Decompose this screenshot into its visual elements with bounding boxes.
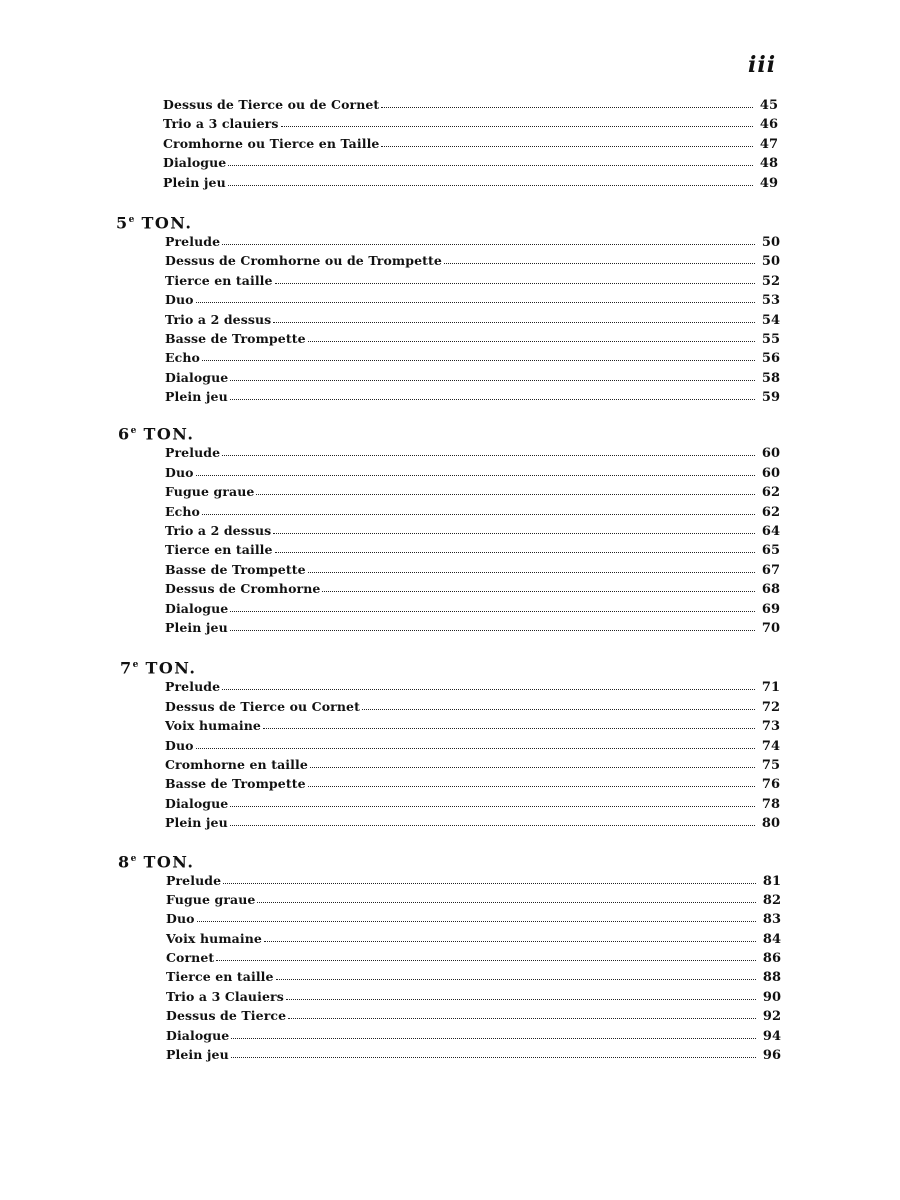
toc-entry[interactable] [163, 95, 778, 114]
page-number: iii [748, 52, 777, 78]
toc-entry[interactable] [165, 271, 780, 290]
entry-page: 62 [761, 504, 780, 520]
dot-leader [322, 590, 755, 592]
entry-title: Trio a 3 clauiers [163, 116, 279, 132]
entry-page: 84 [762, 931, 781, 947]
heading-ordinal: e [130, 853, 137, 864]
toc-entry[interactable] [165, 774, 780, 793]
toc-entry[interactable] [165, 755, 780, 774]
entry-page: 59 [761, 390, 780, 406]
entry-page: 80 [761, 816, 780, 832]
toc-entry[interactable] [165, 443, 780, 462]
toc-entry[interactable] [165, 736, 780, 755]
heading-ordinal: e [132, 660, 139, 671]
dot-leader [275, 551, 755, 553]
toc-entry[interactable] [165, 599, 780, 618]
entry-title: Dessus de Tierce [166, 1008, 287, 1024]
toc-entry[interactable] [165, 560, 780, 579]
entry-title: Cromhorne ou Tierce en Taille [163, 135, 380, 151]
dot-leader [216, 959, 756, 961]
toc-entry[interactable] [165, 540, 780, 559]
dot-leader [308, 340, 755, 342]
entry-page: 62 [761, 485, 780, 501]
dot-leader [264, 940, 756, 942]
entry-title: Fugue graue [165, 484, 255, 500]
dot-leader [308, 571, 755, 573]
dot-leader [281, 125, 754, 127]
toc-entry[interactable] [165, 813, 780, 832]
dot-leader [222, 688, 755, 690]
entry-title: Dessus de Cromhorne ou de Trompette [165, 253, 442, 269]
entry-title: Tierce en taille [166, 969, 274, 985]
entry-page: 72 [761, 699, 780, 715]
dot-leader [257, 901, 756, 903]
entry-page: 74 [761, 738, 780, 754]
dot-leader [222, 243, 755, 245]
toc-entry[interactable] [166, 929, 781, 948]
entry-page: 45 [759, 98, 778, 113]
section-heading [118, 420, 900, 442]
toc-entry[interactable] [166, 909, 781, 928]
dot-leader [222, 454, 755, 456]
toc-entry[interactable] [165, 502, 780, 521]
entry-title: Duo [165, 464, 194, 480]
entry-page: 96 [762, 1048, 781, 1064]
dot-leader [202, 513, 755, 515]
entry-title: Fugue graue [166, 891, 256, 907]
entry-page: 75 [761, 757, 780, 773]
dot-leader [310, 766, 755, 768]
toc-entry[interactable] [165, 329, 780, 348]
dot-leader [444, 262, 755, 264]
entry-page: 86 [762, 951, 781, 967]
toc-entry[interactable] [165, 618, 780, 637]
entry-page: 46 [759, 117, 778, 133]
entry-page: 88 [762, 970, 781, 986]
toc-entry[interactable] [165, 251, 780, 270]
heading-number: 7 [120, 658, 133, 678]
toc-entry[interactable] [166, 987, 781, 1006]
dot-leader [230, 629, 755, 631]
toc-entry[interactable] [165, 387, 780, 406]
dot-leader [381, 145, 753, 147]
entry-title: Voix humaine [166, 930, 262, 946]
toc-entry[interactable] [165, 348, 780, 367]
toc-entry[interactable] [165, 716, 780, 735]
dot-leader [231, 1037, 756, 1039]
dot-leader [230, 610, 755, 612]
section-entries [165, 443, 780, 637]
entry-page: 60 [761, 446, 780, 462]
entry-title: Dessus de Tierce ou de Cornet [163, 97, 380, 112]
dot-leader [308, 785, 755, 787]
dot-leader [196, 301, 755, 303]
entry-title: Dialogue [165, 369, 229, 385]
dot-leader [230, 398, 755, 400]
toc-entry[interactable] [166, 1006, 781, 1025]
dot-leader [288, 1017, 756, 1019]
dot-leader [256, 493, 755, 495]
dot-leader [223, 882, 756, 884]
entry-page: 67 [761, 562, 780, 578]
entry-title: Plein jeu [165, 619, 228, 635]
dot-leader [196, 747, 755, 749]
entry-title: Dialogue [166, 1027, 230, 1043]
toc-section-continued [163, 95, 778, 192]
entry-page: 76 [761, 777, 780, 793]
entry-title: Cornet [166, 950, 215, 966]
dot-leader [231, 1056, 756, 1058]
entry-title: Trio a 3 Clauiers [166, 988, 284, 1004]
entry-title: Plein jeu [165, 389, 228, 405]
entry-page: 55 [761, 331, 780, 347]
entry-title: Basse de Trompette [165, 330, 306, 346]
entry-page: 50 [761, 254, 780, 270]
entry-title: Basse de Trompette [165, 776, 306, 792]
entry-title: Dessus de Cromhorne [165, 581, 321, 597]
heading-ordinal: e [130, 426, 137, 437]
toc-entry[interactable] [165, 232, 780, 251]
dot-leader [230, 379, 755, 381]
dot-leader [228, 184, 753, 186]
heading-text: TON. [143, 851, 195, 871]
entry-title: Tierce en taille [165, 542, 273, 558]
entry-title: Echo [165, 503, 200, 519]
dot-leader [275, 282, 755, 284]
entry-title: Plein jeu [163, 174, 226, 190]
entry-page: 65 [761, 543, 780, 559]
heading-number: 6 [118, 424, 131, 444]
entry-title: Plein jeu [166, 1047, 229, 1063]
toc-entry[interactable] [163, 153, 778, 172]
dot-leader [273, 321, 755, 323]
dot-leader [230, 805, 755, 807]
entry-title: Prelude [165, 233, 221, 249]
toc-entry[interactable] [166, 948, 781, 967]
toc-entry[interactable] [165, 677, 780, 696]
section-entries [166, 871, 781, 1065]
dot-leader [197, 920, 756, 922]
section-entries [165, 677, 780, 832]
dot-leader [230, 824, 755, 826]
toc-entry[interactable] [166, 1045, 781, 1064]
toc-entry[interactable] [165, 290, 780, 309]
entry-page: 83 [762, 912, 781, 928]
toc-entry[interactable] [163, 114, 778, 133]
entry-title: Cromhorne en taille [165, 756, 308, 772]
dot-leader [273, 532, 755, 534]
entry-title: Dessus de Tierce ou Cornet [165, 698, 360, 714]
entry-page: 58 [761, 370, 780, 386]
entry-page: 82 [762, 892, 781, 908]
entry-page: 64 [761, 524, 780, 540]
section-heading [116, 209, 900, 231]
entry-title: Duo [165, 292, 194, 308]
toc-entry[interactable] [165, 368, 780, 387]
entry-page: 60 [761, 465, 780, 481]
toc-entry[interactable] [165, 579, 780, 598]
entry-page: 90 [762, 989, 781, 1005]
entry-title: Tierce en taille [165, 272, 273, 288]
entry-page: 69 [761, 601, 780, 617]
entry-page: 56 [761, 351, 780, 367]
dot-leader [362, 708, 755, 710]
entry-title: Trio a 2 dessus [165, 311, 272, 327]
toc-entry[interactable] [166, 871, 781, 890]
heading-text: TON. [145, 658, 197, 678]
dot-leader [381, 106, 753, 108]
toc-entry[interactable] [166, 890, 781, 909]
entry-title: Basse de Trompette [165, 561, 306, 577]
entry-title: Echo [165, 350, 200, 366]
heading-ordinal: e [128, 214, 135, 225]
toc-section-7 [0, 654, 900, 832]
entry-page: 52 [761, 273, 780, 289]
toc-entry[interactable] [163, 134, 778, 153]
dot-leader [276, 978, 756, 980]
entry-page: 50 [761, 234, 780, 250]
entry-title: Prelude [165, 445, 221, 461]
entry-page: 71 [761, 680, 780, 696]
toc-section-8 [0, 848, 900, 1065]
entry-title: Prelude [165, 679, 221, 695]
entry-title: Dialogue [163, 155, 227, 171]
entry-page: 53 [761, 293, 780, 309]
entry-title: Duo [165, 737, 194, 753]
toc-entry[interactable] [165, 482, 780, 501]
toc-section-6 [0, 420, 900, 637]
table-of-contents [0, 95, 900, 1064]
entry-title: Plein jeu [165, 815, 228, 831]
heading-number: 5 [116, 213, 129, 233]
toc-entry[interactable] [165, 521, 780, 540]
section-heading [120, 654, 900, 676]
entry-page: 94 [762, 1028, 781, 1044]
toc-entry[interactable] [166, 1026, 781, 1045]
section-entries [165, 232, 780, 407]
heading-number: 8 [118, 851, 131, 871]
toc-entry[interactable] [166, 967, 781, 986]
entry-page: 47 [759, 136, 778, 152]
heading-text: TON. [141, 213, 193, 233]
dot-leader [196, 474, 755, 476]
toc-entry[interactable] [165, 794, 780, 813]
entry-page: 49 [759, 175, 778, 191]
toc-section-5 [0, 209, 900, 407]
entry-title: Voix humaine [165, 718, 261, 734]
entry-page: 70 [761, 620, 780, 636]
toc-entry[interactable] [165, 310, 780, 329]
toc-entry[interactable] [163, 173, 778, 192]
entry-page: 54 [761, 312, 780, 328]
entry-page: 81 [762, 873, 781, 889]
entry-title: Trio a 2 dessus [165, 523, 272, 539]
dot-leader [263, 727, 755, 729]
heading-text: TON. [143, 424, 195, 444]
entry-title: Prelude [166, 872, 222, 888]
entry-page: 78 [761, 796, 780, 812]
entry-page: 48 [759, 156, 778, 172]
toc-entry[interactable] [165, 697, 780, 716]
toc-entry[interactable] [165, 463, 780, 482]
dot-leader [286, 998, 756, 1000]
entry-title: Dialogue [165, 600, 229, 616]
entry-title: Duo [166, 911, 195, 927]
entry-title: Dialogue [165, 795, 229, 811]
dot-leader [202, 359, 755, 361]
entry-page: 68 [761, 582, 780, 598]
section-heading [118, 848, 900, 870]
entry-page: 73 [761, 719, 780, 735]
entry-page: 92 [762, 1009, 781, 1025]
dot-leader [228, 164, 753, 166]
